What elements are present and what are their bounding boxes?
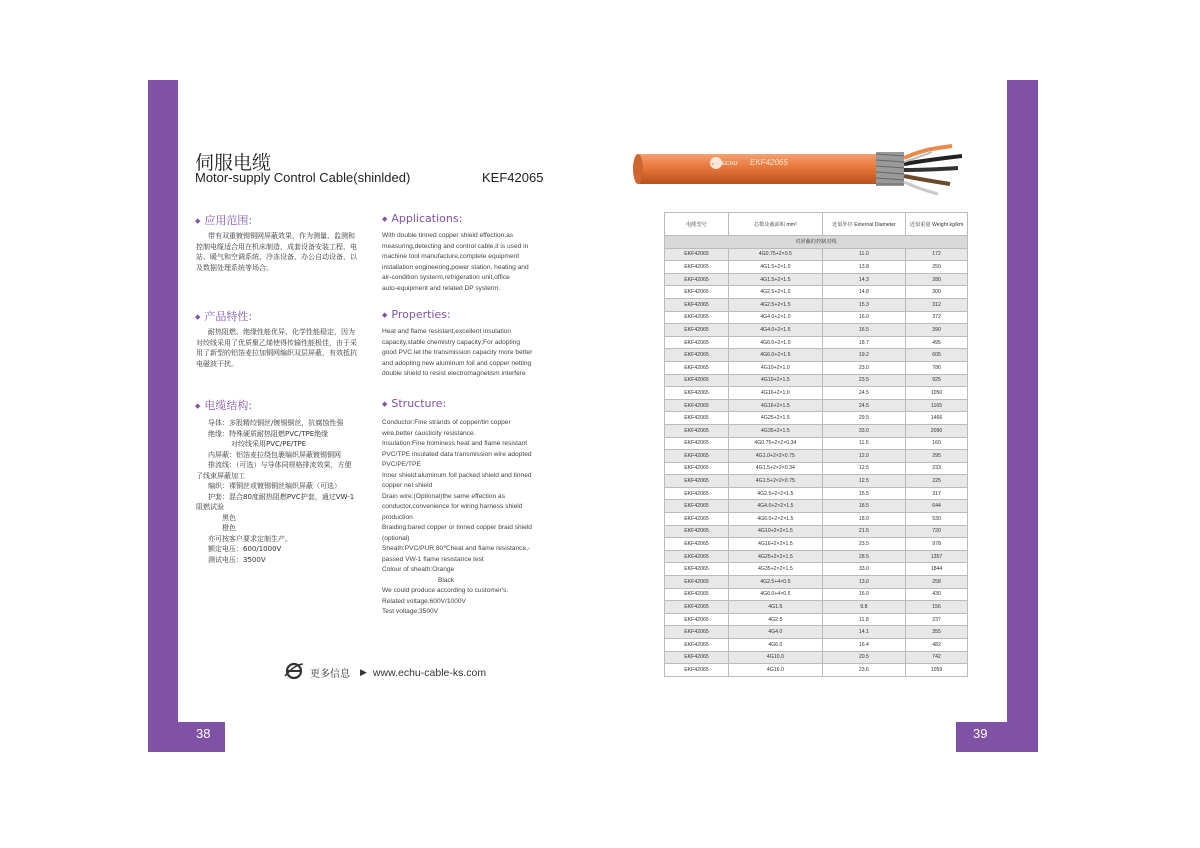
cell-diameter: 29.5 (822, 412, 905, 425)
cell-diameter: 15.3 (822, 298, 905, 311)
cable-brand: ECHU (722, 161, 738, 167)
table-row (665, 651, 968, 664)
section-heading-structure-cn: ◆ 电缆结构: (195, 399, 253, 412)
table-row (665, 311, 968, 324)
cell-diameter: 23.6 (822, 664, 905, 677)
table-row (665, 412, 968, 425)
cell-cores: 4G6.0 (729, 639, 823, 652)
cell-weight: 258 (906, 576, 968, 589)
cell-cores: 4G4.0 (729, 626, 823, 639)
cell-weight: 390 (906, 324, 968, 337)
cell-model: EKF42065 (665, 399, 729, 412)
cell-cores: 4G16+2×1.0 (729, 387, 823, 400)
cell-diameter: 24.5 (822, 387, 905, 400)
left-page-number: 38 (196, 726, 211, 741)
table-subheader-row (665, 236, 968, 249)
section-body-properties-cn: 耐热阻燃、绝缘性能优异、化学性能稳定，因为 对绞线采用了优质聚乙烯使得传输性能极佳，由于采 用了新型的铝箔麦拉加铜网编织双层屏蔽，有效抵抗 电磁波干扰。 (196, 328, 357, 368)
table-row (665, 462, 968, 475)
left-page-number-bar (148, 722, 225, 752)
cell-diameter: 16.5 (822, 324, 905, 337)
cell-model: EKF42065 (665, 374, 729, 387)
cell-model: EKF42065 (665, 626, 729, 639)
table-row (665, 576, 968, 589)
cell-cores: 4G1.5+2×1.5 (729, 273, 823, 286)
cell-diameter: 23.5 (822, 538, 905, 551)
cell-model: EKF42065 (665, 475, 729, 488)
cell-cores: 4G35+2×1.5 (729, 424, 823, 437)
cell-cores: 4G1.5+2×1.0 (729, 261, 823, 274)
cell-diameter: 15.5 (822, 487, 905, 500)
table-row (665, 613, 968, 626)
cell-model: EKF42065 (665, 286, 729, 299)
section-heading-structure-en: ◆ Structure: (382, 397, 447, 410)
cell-weight: 160 (906, 437, 968, 450)
cell-model: EKF42065 (665, 273, 729, 286)
cell-cores: 4G10.0 (729, 651, 823, 664)
cell-diameter: 28.5 (822, 550, 905, 563)
cell-model: EKF42065 (665, 437, 729, 450)
header-model: 电缆型号 (665, 213, 729, 236)
table-row (665, 273, 968, 286)
cell-model: EKF42065 (665, 651, 729, 664)
table-row (665, 437, 968, 450)
model-number: KEF42065 (482, 170, 544, 185)
cell-model: EKF42065 (665, 576, 729, 589)
table-row (665, 286, 968, 299)
table-row (665, 588, 968, 601)
cell-model: EKF42065 (665, 349, 729, 362)
right-page-sidebar (1007, 80, 1038, 752)
cell-diameter: 12.0 (822, 450, 905, 463)
cell-diameter: 14.3 (822, 273, 905, 286)
cell-diameter: 18.7 (822, 336, 905, 349)
header-weight: 近似重量 Weight kg/km (906, 213, 968, 236)
right-page-number-bar (956, 722, 1038, 752)
cell-weight: 530 (906, 513, 968, 526)
cell-model: EKF42065 (665, 412, 729, 425)
cell-weight: 250 (906, 261, 968, 274)
cell-diameter: 11.5 (822, 437, 905, 450)
cell-diameter: 14.8 (822, 286, 905, 299)
cell-model: EKF42065 (665, 261, 729, 274)
section-heading-properties-en: ◆ Properties: (382, 308, 451, 321)
cell-cores: 4G4.0+2×1.5 (729, 324, 823, 337)
cell-diameter: 16.0 (822, 588, 905, 601)
cell-cores: 4G1.0+2×2×0.75 (729, 450, 823, 463)
left-page-sidebar (148, 80, 178, 752)
cell-diameter: 13.0 (822, 576, 905, 589)
section-body-applications-en: With double tinned copper shield effection,as measuring,detecting and control cable,it is used in machine tool manufacture,complete equipment installation engineering,power station, heating and air-condition systerm,refrigeration unit,office auto-equipment and related DP systerm. (382, 232, 529, 292)
cell-cores: 4G1.5+2×2×0.34 (729, 462, 823, 475)
arrow-right-icon: ▶ (360, 667, 367, 678)
table-row (665, 374, 968, 387)
cell-weight: 2090 (906, 424, 968, 437)
cell-model: EKF42065 (665, 513, 729, 526)
svg-text:e: e (712, 161, 715, 166)
table-row (665, 450, 968, 463)
table-row (665, 475, 968, 488)
cell-weight: 172 (906, 248, 968, 261)
right-page-number: 39 (973, 726, 988, 741)
cell-diameter: 13.8 (822, 261, 905, 274)
cell-weight: 1466 (906, 412, 968, 425)
cell-weight: 430 (906, 588, 968, 601)
cell-weight: 1165 (906, 399, 968, 412)
table-row (665, 349, 968, 362)
cell-weight: 720 (906, 525, 968, 538)
cell-diameter: 20.5 (822, 651, 905, 664)
cell-cores: 4G35+2×2×1.5 (729, 563, 823, 576)
table-row (665, 298, 968, 311)
more-info-label: 更多信息 (310, 669, 350, 680)
cell-diameter: 16.4 (822, 639, 905, 652)
table-row (665, 424, 968, 437)
cell-cores: 4G16+2×2×1.5 (729, 538, 823, 551)
cell-cores: 4G25+2×2×1.5 (729, 550, 823, 563)
cell-diameter: 21.5 (822, 525, 905, 538)
cell-cores: 4G2.5+4×0.5 (729, 576, 823, 589)
cell-weight: 237 (906, 613, 968, 626)
cell-weight: 280 (906, 273, 968, 286)
cell-weight: 925 (906, 374, 968, 387)
table-row (665, 361, 968, 374)
table-row (665, 399, 968, 412)
website-link[interactable]: www.echu-cable-ks.com (372, 666, 487, 679)
section-heading-applications-en: ◆ Applications: (382, 212, 463, 225)
header-cores: 芯数及截面积 mm² (729, 213, 823, 236)
table-row (665, 601, 968, 614)
table-row (665, 525, 968, 538)
cell-cores: 4G2.5 (729, 613, 823, 626)
cell-diameter: 12.5 (822, 462, 905, 475)
cell-model: EKF42065 (665, 487, 729, 500)
cell-model: EKF42065 (665, 361, 729, 374)
cell-cores: 4G16.0 (729, 664, 823, 677)
cell-model: EKF42065 (665, 525, 729, 538)
cell-weight: 644 (906, 500, 968, 513)
table-row (665, 500, 968, 513)
cell-model: EKF42065 (665, 639, 729, 652)
cell-cores: 4G1.5+2×2×0.75 (729, 475, 823, 488)
cell-model: EKF42065 (665, 424, 729, 437)
cell-model: EKF42065 (665, 550, 729, 563)
table-row (665, 261, 968, 274)
cell-diameter: 24.5 (822, 399, 905, 412)
cell-weight: 482 (906, 639, 968, 652)
table-row (665, 387, 968, 400)
table-row (665, 664, 968, 677)
cell-model: EKF42065 (665, 538, 729, 551)
cell-model: EKF42065 (665, 613, 729, 626)
cell-model: EKF42065 (665, 298, 729, 311)
cell-weight: 300 (906, 286, 968, 299)
section-heading-applications-cn: ◆ 应用范围: (195, 214, 253, 227)
footer (284, 661, 486, 684)
cell-cores: 4G2.5+2×1.5 (729, 298, 823, 311)
cell-model: EKF42065 (665, 336, 729, 349)
cell-cores: 4G10+2×1.5 (729, 374, 823, 387)
cell-model: EKF42065 (665, 664, 729, 677)
spec-table (664, 212, 968, 677)
section-body-properties-en: Heat and flame resistant,excellent insulation capacity,stable chemistry capacity;For adopting good PVC let the transmission capacity more better and adopting new aluminum foil and copper netting double shield to resist electromagnetism interfere (382, 328, 533, 377)
cell-weight: 372 (906, 311, 968, 324)
cell-model: EKF42065 (665, 311, 729, 324)
echu-logo-icon (284, 661, 304, 684)
cell-diameter: 11.8 (822, 613, 905, 626)
cell-diameter: 19.2 (822, 349, 905, 362)
cable-label: EKF42065 (750, 158, 788, 167)
cell-model: EKF42065 (665, 248, 729, 261)
cell-weight: 225 (906, 475, 968, 488)
cell-cores: 4G2.5+2×2×1.5 (729, 487, 823, 500)
table-row (665, 538, 968, 551)
cell-weight: 295 (906, 450, 968, 463)
cell-weight: 742 (906, 651, 968, 664)
section-body-structure-en: Conductor:Fine strands of copper/tin copper wire,better causticity resistance. Insulation:Fine hominess heat and flame resistant PVC/TPE insulated data transmission wire adopted PVC/PE/TPE Inner shield:aluminum foil packed shield and tinned copper net shield Drain wire:(Optional)the same effection as conductor,convenience for wiring harness shield production Braiding:bared copper or tinned copper braid shield (optional) Sheath:PVC/PUR 80℃heat and flame resistance,- passed VW-1 flame resistance test Colour of sheath:Orange Black We could produce according to customer's. Related voltage:600V/1000V Test voltage:3500V (382, 419, 532, 615)
table-row (665, 639, 968, 652)
cell-cores: 4G4.0+2×2×1.5 (729, 500, 823, 513)
cell-weight: 233 (906, 462, 968, 475)
cell-cores: 4G0.75+2×0.5 (729, 248, 823, 261)
section-body-applications-cn: 带有双重镀锡铜网屏蔽效果，作为测量、监测和 控制电缆适合用在机床制造、成套设备安装工程、电 站、暖气和空调系统、冷冻设备、办公自动设备、以 及数据处理系统等场合。 (196, 232, 357, 272)
cell-diameter: 33.0 (822, 563, 905, 576)
cell-weight: 605 (906, 349, 968, 362)
table-subheader: 对屏蔽的控制对线 (665, 236, 968, 249)
table-row (665, 513, 968, 526)
cell-weight: 317 (906, 487, 968, 500)
header-diameter: 近似外径 External Diameter (822, 213, 905, 236)
cell-weight: 978 (906, 538, 968, 551)
cell-cores: 4G6.0+2×1.5 (729, 349, 823, 362)
cell-model: EKF42065 (665, 500, 729, 513)
table-row (665, 248, 968, 261)
cell-cores: 4G16+2×1.5 (729, 399, 823, 412)
cell-model: EKF42065 (665, 387, 729, 400)
cell-cores: 4G25+2×1.5 (729, 412, 823, 425)
table-row (665, 550, 968, 563)
cell-diameter: 16.0 (822, 311, 905, 324)
cell-weight: 1357 (906, 550, 968, 563)
table-row (665, 563, 968, 576)
cell-diameter: 23.0 (822, 361, 905, 374)
cell-model: EKF42065 (665, 450, 729, 463)
cell-cores: 4G10+2×2×1.5 (729, 525, 823, 538)
cell-cores: 4G6.0+2×2×1.5 (729, 513, 823, 526)
cell-weight: 1050 (906, 387, 968, 400)
cell-cores: 4G1.5 (729, 601, 823, 614)
cell-diameter: 33.0 (822, 424, 905, 437)
page-title-en: Motor-supply Control Cable(shinlded) (195, 170, 411, 185)
cell-model: EKF42065 (665, 462, 729, 475)
cell-cores: 4G2.5+2×1.0 (729, 286, 823, 299)
cell-model: EKF42065 (665, 324, 729, 337)
section-heading-properties-cn: ◆ 产品特性: (195, 310, 253, 323)
cell-cores: 4G10+2×1.0 (729, 361, 823, 374)
cell-model: EKF42065 (665, 601, 729, 614)
cell-diameter: 23.5 (822, 374, 905, 387)
cell-weight: 786 (906, 361, 968, 374)
cell-weight: 495 (906, 336, 968, 349)
cell-weight: 312 (906, 298, 968, 311)
cell-diameter: 12.5 (822, 475, 905, 488)
table-header-row (665, 213, 968, 236)
table-row (665, 487, 968, 500)
cell-diameter: 18.0 (822, 513, 905, 526)
cell-weight: 355 (906, 626, 968, 639)
cell-weight: 1844 (906, 563, 968, 576)
table-row (665, 324, 968, 337)
cell-diameter: 9.8 (822, 601, 905, 614)
cell-cores: 4G0.75+2×2×0.34 (729, 437, 823, 450)
table-row (665, 626, 968, 639)
cell-model: EKF42065 (665, 563, 729, 576)
page-title-cn: 伺服电缆 (195, 152, 272, 174)
table-row (665, 336, 968, 349)
cell-diameter: 11.0 (822, 248, 905, 261)
cell-diameter: 14.1 (822, 626, 905, 639)
section-body-structure-cn: 导体：多股精绞铜丝/镀锡铜丝，抗腐蚀性强 绝缘：特殊硬质耐热阻燃PVC/TPE绝缘 对绞线采用PVC/PE/TPE 内屏蔽：铝箔麦拉绕包裹编织屏蔽镀锡铜网 排流线：（可选）与导体同规格排流效果，方便 了线束屏蔽加工 编织：裸铜丝或镀锡铜丝编织屏蔽（可选） 护套：混合80度耐热阻燃PVC护套，通过VW-1 阻燃试验 黑色 橙色 亦可按客户要求定制生产。 额定电压：600/1000V 测试电压：3500V (196, 419, 355, 564)
cell-weight: 1059 (906, 664, 968, 677)
cell-cores: 4G6.0+2×1.0 (729, 336, 823, 349)
cell-cores: 4G6.0+4×0.5 (729, 588, 823, 601)
cable-image (632, 140, 972, 204)
cell-diameter: 18.5 (822, 500, 905, 513)
cell-model: EKF42065 (665, 588, 729, 601)
cell-cores: 4G4.0+2×1.0 (729, 311, 823, 324)
cell-weight: 156 (906, 601, 968, 614)
